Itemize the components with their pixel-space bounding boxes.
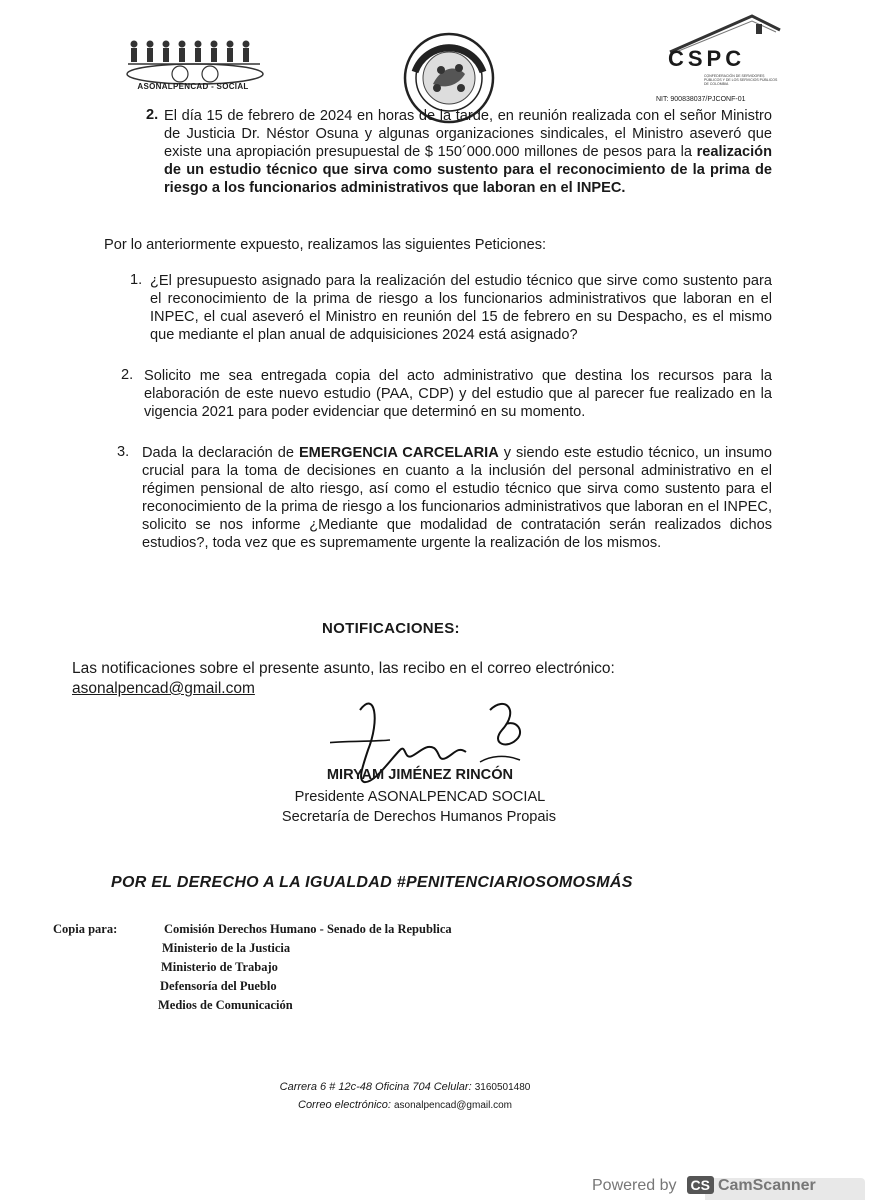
copies-label: Copia para: bbox=[53, 922, 118, 936]
petition-3-paragraph bbox=[142, 444, 772, 552]
petition-2-text: Solicito me sea entregada copia del acto administrativo que destina los recursos para la elaboración de este nuevo estudio (PAA, CDP) y del estudio que al parecer fue realizado en la vigencia 2021 para poder evidenciar que determinó en su momento. bbox=[144, 368, 772, 420]
copy-recipient: Comisión Derechos Humano - Senado de la Republica bbox=[164, 922, 452, 936]
petition-3-pre: Dada la declaración de bbox=[142, 445, 299, 461]
left-logo-name: ASONALPENCAD - SOCIAL bbox=[137, 82, 249, 91]
cspc-logo bbox=[656, 14, 782, 104]
camscanner-brand: CamScanner bbox=[717, 1177, 816, 1194]
copy-recipient: Defensoría del Pueblo bbox=[160, 979, 277, 993]
footer-email-label: Correo electrónico: bbox=[298, 1099, 391, 1111]
item-2-bold-text: realización de un estudio técnico que sirva como sustento para el reconocimiento de la prima de riesgo a los funcionarios administrativos que laboran en el INPEC. bbox=[164, 144, 772, 196]
footer-phone: 3160501480 bbox=[474, 1082, 531, 1093]
petition-3-number: 3. bbox=[117, 444, 130, 460]
copy-recipient: Ministerio de la Justicia bbox=[162, 941, 291, 955]
cspc-subtitle: CONFEDERACIÓN DE SERVIDORES PÚBLICOS Y DE LOS SERVICIOS PÚBLICOS DE COLOMBIA bbox=[704, 74, 778, 86]
footer-email-line bbox=[240, 1096, 570, 1115]
notifications-email[interactable]: asonalpencad@gmail.com bbox=[72, 680, 255, 697]
footer-email: asonalpencad@gmail.com bbox=[394, 1100, 512, 1111]
signer-name: MIRYAM JIMÉNEZ RINCÓN bbox=[326, 767, 514, 783]
powered-by-text: Powered by bbox=[592, 1177, 677, 1194]
item-2-text: El día 15 de febrero de 2024 en horas de la tarde, en reunión realizada con el señor Ministro de Justicia Dr. Néstor Osuna y algunas organizaciones sindicales, el Ministro aseveró que existe una apropiación presupuestal de $ 150´000.000 millones de pesos para la bbox=[164, 108, 772, 160]
camscanner-icon: CS bbox=[687, 1176, 714, 1194]
petition-2-number: 2. bbox=[121, 367, 134, 383]
petition-3-post: y siendo este estudio técnico, un insumo crucial para la toma de decisiones en cuanto a la inclusión del personal administrativo en el régimen pensional de alto riesgo, así como el estudio técnico que sirva como sustento para el reconocimiento de la prima de riesgo a los funcionarios administrativos que laboran en el INPEC, solicito se nos informe ¿Mediante que modalidad de contratación serán realizados dichos estudios?, toda vez que es supremamente urgente la realización de los mismos. bbox=[142, 445, 772, 551]
people-row-icon bbox=[120, 38, 270, 88]
petition-1-number: 1. bbox=[130, 272, 143, 288]
asonalpencad-logo bbox=[120, 38, 270, 100]
signer-title-2: Secretaría de Derechos Humanos Propais bbox=[281, 809, 557, 825]
item-2-number: 2. bbox=[146, 107, 159, 123]
petition-1-text: ¿El presupuesto asignado para la realización del estudio técnico que sirve como sustento para el reconocimiento de la prima de riesgo a los funcionarios administrativos que laboran en el INPEC, el cual aseveró el Ministro en reunión del 15 de febrero en su Despacho, es el mismo que mediante el plan anual de adquisiciones 2024 está asignado? bbox=[150, 273, 772, 343]
footer-address-line bbox=[240, 1078, 570, 1097]
footer-address: Carrera 6 # 12c-48 Oficina 704 Celular: bbox=[279, 1081, 472, 1093]
cspc-nit: NIT: 900838037/PJCONF-01 bbox=[656, 96, 746, 103]
slogan: POR EL DERECHO A LA IGUALDAD #PENITENCIARIOSOMOSMÁS bbox=[111, 874, 633, 891]
copy-recipient: Ministerio de Trabajo bbox=[161, 960, 278, 974]
petition-3-bold: EMERGENCIA CARCELARIA bbox=[298, 445, 499, 461]
cspc-abbr: CSPC bbox=[668, 46, 746, 71]
petitions-intro: Por lo anteriormente expuesto, realizamos las siguientes Peticiones: bbox=[104, 237, 547, 253]
signer-title-1: Presidente ASONALPENCAD SOCIAL bbox=[294, 789, 546, 805]
copy-recipient: Medios de Comunicación bbox=[158, 998, 293, 1012]
notifications-text: Las notificaciones sobre el presente asunto, las recibo en el correo electrónico: bbox=[72, 660, 615, 677]
camscanner-watermark bbox=[592, 1176, 816, 1195]
notifications-title: NOTIFICACIONES: bbox=[322, 620, 460, 637]
item-2-paragraph bbox=[164, 107, 772, 197]
